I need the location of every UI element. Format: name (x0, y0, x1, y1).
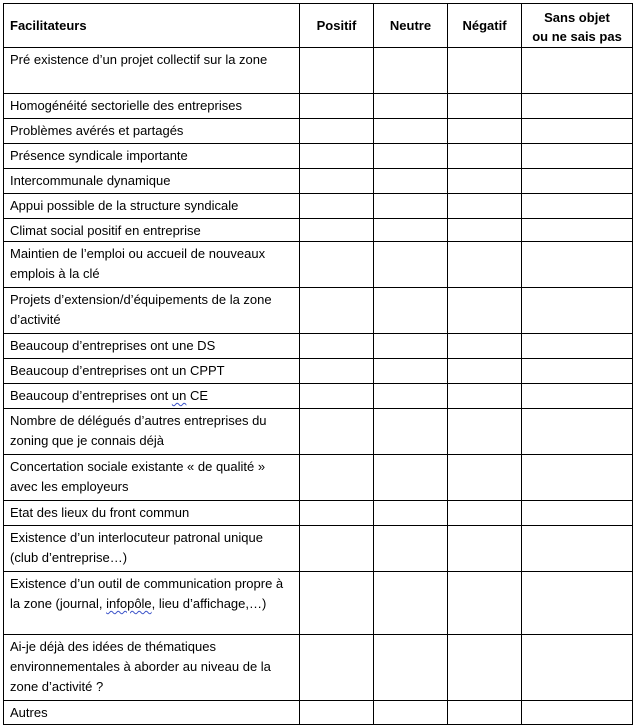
row-label: Présence syndicale importante (4, 144, 300, 169)
cell-neutre[interactable] (374, 455, 448, 501)
spellcheck-word: un (171, 388, 187, 403)
cell-negatif[interactable] (448, 384, 522, 409)
cell-positif[interactable] (300, 194, 374, 219)
table-row (4, 94, 633, 119)
header-sans-objet-line2: ou ne sais pas (532, 29, 622, 44)
cell-positif[interactable] (300, 169, 374, 194)
cell-sans-objet[interactable] (522, 169, 633, 194)
cell-sans-objet[interactable] (522, 219, 633, 242)
header-neutre: Neutre (374, 4, 448, 48)
row-label: Concertation sociale existante « de qualité » avec les employeurs (4, 455, 300, 501)
cell-positif[interactable] (300, 119, 374, 144)
row-label: Projets d’extension/d’équipements de la zone d’activité (4, 288, 300, 334)
cell-negatif[interactable] (448, 48, 522, 94)
cell-negatif[interactable] (448, 144, 522, 169)
cell-sans-objet[interactable] (522, 242, 633, 288)
cell-neutre[interactable] (374, 635, 448, 701)
cell-negatif[interactable] (448, 455, 522, 501)
row-label: Etat des lieux du front commun (4, 501, 300, 526)
header-facilitateurs: Facilitateurs (4, 4, 300, 48)
row-label: Maintien de l’emploi ou accueil de nouveaux emplois à la clé (4, 242, 300, 288)
table-row (4, 701, 633, 725)
row-label: Pré existence d’un projet collectif sur la zone (4, 48, 300, 94)
cell-sans-objet[interactable] (522, 572, 633, 635)
cell-sans-objet[interactable] (522, 701, 633, 725)
cell-positif[interactable] (300, 334, 374, 359)
cell-positif[interactable] (300, 219, 374, 242)
cell-neutre[interactable] (374, 526, 448, 572)
table-row (4, 288, 633, 334)
cell-sans-objet[interactable] (522, 288, 633, 334)
table-row (4, 384, 633, 409)
cell-negatif[interactable] (448, 572, 522, 635)
cell-positif[interactable] (300, 455, 374, 501)
cell-negatif[interactable] (448, 409, 522, 455)
table-row (4, 144, 633, 169)
header-sans-objet-line1: Sans objet (544, 10, 610, 25)
row-label: Homogénéité sectorielle des entreprises (4, 94, 300, 119)
cell-neutre[interactable] (374, 169, 448, 194)
cell-sans-objet[interactable] (522, 635, 633, 701)
cell-negatif[interactable] (448, 194, 522, 219)
cell-neutre[interactable] (374, 48, 448, 94)
cell-positif[interactable] (300, 635, 374, 701)
table-row (4, 119, 633, 144)
row-label-part: Existence d’un outil de communication propre à la zone (journal, (10, 576, 284, 611)
cell-neutre[interactable] (374, 334, 448, 359)
row-label-part: , lieu d’affichage,…) (151, 596, 267, 611)
cell-sans-objet[interactable] (522, 48, 633, 94)
cell-negatif[interactable] (448, 288, 522, 334)
cell-negatif[interactable] (448, 242, 522, 288)
cell-positif[interactable] (300, 572, 374, 635)
table-row (4, 572, 633, 635)
cell-negatif[interactable] (448, 334, 522, 359)
cell-neutre[interactable] (374, 144, 448, 169)
row-label: Beaucoup d’entreprises ont un CPPT (4, 359, 300, 384)
table-row (4, 455, 633, 501)
cell-sans-objet[interactable] (522, 455, 633, 501)
table-row (4, 169, 633, 194)
row-label: Existence d’un interlocuteur patronal unique (club d’entreprise…) (4, 526, 300, 572)
cell-sans-objet[interactable] (522, 144, 633, 169)
row-label: Ai-je déjà des idées de thématiques environnementales à aborder au niveau de la zone d’activité ? (4, 635, 300, 701)
cell-neutre[interactable] (374, 701, 448, 725)
spellcheck-word: infopôle (106, 596, 152, 611)
cell-negatif[interactable] (448, 219, 522, 242)
cell-neutre[interactable] (374, 94, 448, 119)
cell-positif[interactable] (300, 384, 374, 409)
cell-positif[interactable] (300, 94, 374, 119)
cell-sans-objet[interactable] (522, 359, 633, 384)
row-label: Problèmes avérés et partagés (4, 119, 300, 144)
cell-neutre[interactable] (374, 288, 448, 334)
row-label-part: CE (186, 388, 209, 403)
cell-negatif[interactable] (448, 359, 522, 384)
cell-positif[interactable] (300, 526, 374, 572)
cell-positif[interactable] (300, 242, 374, 288)
cell-negatif[interactable] (448, 635, 522, 701)
cell-negatif[interactable] (448, 119, 522, 144)
table-row (4, 359, 633, 384)
cell-sans-objet[interactable] (522, 526, 633, 572)
header-sans-objet (522, 4, 633, 48)
table-row (4, 409, 633, 455)
cell-sans-objet[interactable] (522, 119, 633, 144)
cell-neutre[interactable] (374, 119, 448, 144)
row-label: Intercommunale dynamique (4, 169, 300, 194)
cell-positif[interactable] (300, 288, 374, 334)
cell-positif[interactable] (300, 359, 374, 384)
row-label: Nombre de délégués d’autres entreprises du zoning que je connais déjà (4, 409, 300, 455)
cell-negatif[interactable] (448, 526, 522, 572)
cell-neutre[interactable] (374, 409, 448, 455)
cell-sans-objet[interactable] (522, 501, 633, 526)
table-row (4, 194, 633, 219)
table-row (4, 219, 633, 242)
row-label: Beaucoup d’entreprises ont une DS (4, 334, 300, 359)
cell-positif[interactable] (300, 144, 374, 169)
cell-sans-objet[interactable] (522, 334, 633, 359)
cell-neutre[interactable] (374, 194, 448, 219)
cell-neutre[interactable] (374, 501, 448, 526)
cell-neutre[interactable] (374, 359, 448, 384)
cell-positif[interactable] (300, 409, 374, 455)
cell-sans-objet[interactable] (522, 409, 633, 455)
row-label (4, 572, 300, 635)
table-row (4, 334, 633, 359)
table-row (4, 242, 633, 288)
cell-neutre[interactable] (374, 572, 448, 635)
table-row (4, 501, 633, 526)
cell-negatif[interactable] (448, 501, 522, 526)
row-label: Appui possible de la structure syndicale (4, 194, 300, 219)
row-label-part: Beaucoup d’entreprises ont (10, 388, 172, 403)
header-positif: Positif (300, 4, 374, 48)
cell-negatif[interactable] (448, 701, 522, 725)
cell-positif[interactable] (300, 501, 374, 526)
header-negatif: Négatif (448, 4, 522, 48)
header-row (4, 4, 633, 48)
table-row (4, 526, 633, 572)
cell-negatif[interactable] (448, 94, 522, 119)
cell-neutre[interactable] (374, 384, 448, 409)
table-row (4, 635, 633, 701)
cell-neutre[interactable] (374, 242, 448, 288)
cell-positif[interactable] (300, 48, 374, 94)
cell-neutre[interactable] (374, 219, 448, 242)
row-label (4, 384, 300, 409)
row-label: Autres (4, 701, 300, 725)
table-row (4, 48, 633, 94)
cell-positif[interactable] (300, 701, 374, 725)
cell-sans-objet[interactable] (522, 94, 633, 119)
cell-negatif[interactable] (448, 169, 522, 194)
evaluation-table (3, 3, 633, 725)
cell-sans-objet[interactable] (522, 384, 633, 409)
cell-sans-objet[interactable] (522, 194, 633, 219)
row-label: Climat social positif en entreprise (4, 219, 300, 242)
